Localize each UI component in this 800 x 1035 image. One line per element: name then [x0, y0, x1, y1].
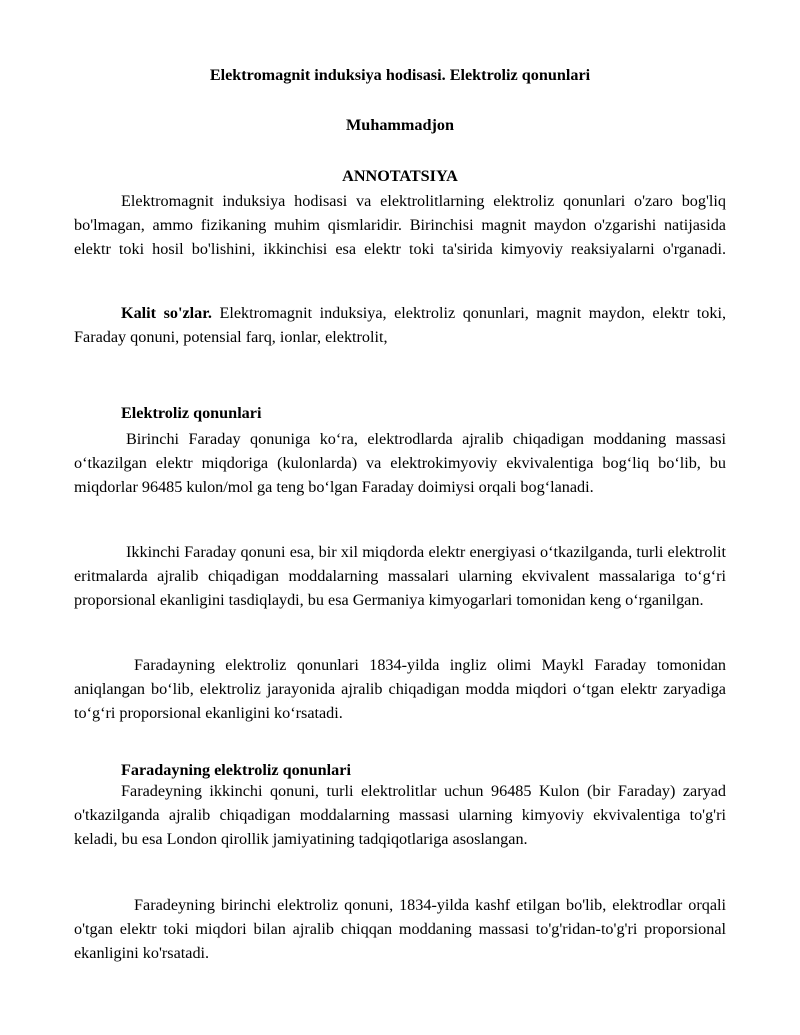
annotation-paragraph: Elektromagnit induksiya hodisasi va elektrolitlarning elektroliz qonunlari o'zaro bog'liq bo'lmagan, ammo fizikaning muhim qismlaridir. Birinchisi magnit maydon o'zgarishi natijasida elektr toki hosil bo'lishini, ikkinchisi esa elektr toki ta'sirida kimyoviy reaksiyalarni o'rganadi. [74, 192, 726, 259]
section-heading-faraday: Faradayning elektroliz qonunlari [121, 761, 351, 779]
section2-paragraph-2: Faradeyning birinchi elektroliz qonuni, 1834-yilda kashf etilgan bo'lib, elektrodlar orqali o'tgan elektr toki miqdori bilan ajralib chiqqan moddaning massasi to'g'ridan-to'g'ri proporsional ekanligini ko'rsatadi. [74, 896, 726, 963]
annotation-heading: ANNOTATSIYA [342, 167, 458, 185]
section1-paragraph-1: Birinchi Faraday qonuniga koʻra, elektrodlarda ajralib chiqadigan moddaning massasi oʻtkazilgan elektr miqdoriga (kulonlarda) va elektrokimyoviy ekvivalentiga bogʻliq boʻlib, bu miqdorlar 96485 kulon/mol ga teng boʻlgan Faraday doimiysi orqali bogʻlanadi. [74, 430, 726, 497]
document-title: Elektromagnit induksiya hodisasi. Elektroliz qonunlari [209, 66, 591, 84]
section1-paragraph-2: Ikkinchi Faraday qonuni esa, bir xil miqdorda elektr energiyasi oʻtkazilganda, turli elektrolit eritmalarda ajralib chiqadigan moddalarning massalari ularning ekvivalent massalariga toʻgʻri proporsional ekanligini tasdiqlaydi, bu esa Germaniya kimyogarlari tomonidan keng oʻrganilgan. [74, 543, 726, 610]
document-author: Muhammadjon [346, 116, 454, 134]
section-heading-elektroliz: Elektroliz qonunlari [121, 404, 262, 422]
section1-paragraph-3: Faradayning elektroliz qonunlari 1834-yilda ingliz olimi Maykl Faraday tomonidan aniqlangan boʻlib, elektroliz jarayonida ajralib chiqadigan modda miqdori oʻtgan elektr zaryadiga toʻgʻri proporsional ekanligini koʻrsatadi. [74, 656, 726, 723]
keywords-label: Kalit so'zlar. [121, 304, 212, 322]
keywords-text: Elektromagnit induksiya, elektroliz qonunlari, magnit maydon, elektr toki, Faraday qonuni, potensial farq, ionlar, elektrolit, [74, 304, 726, 347]
keywords-paragraph [74, 301, 726, 349]
section2-paragraph-1: Faradeyning ikkinchi qonuni, turli elektrolitlar uchun 96485 Kulon (bir Faraday) zaryad o'tkazilganda ajralib chiqadigan moddalarning massasi ularning kimyoviy ekvivalentiga to'g'ri keladi, bu esa London qirollik jamiyatining tadqiqotlariga asoslangan. [74, 782, 726, 849]
